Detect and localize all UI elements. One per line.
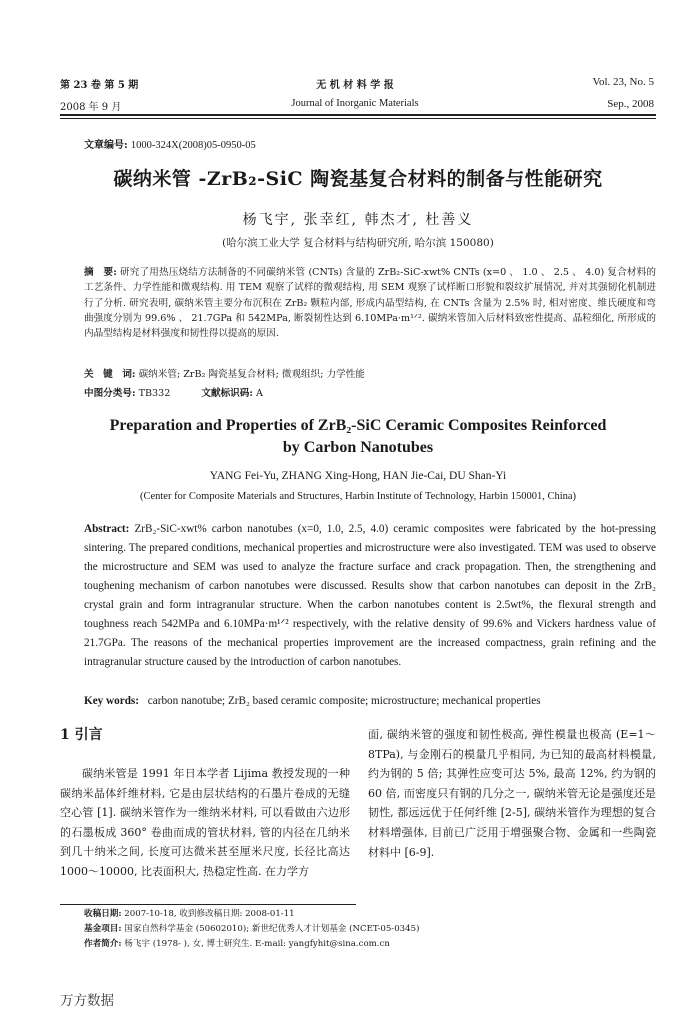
classification — [84, 386, 656, 401]
keywords-en-label: Key words: — [84, 695, 139, 707]
classification-label: 中图分类号: — [84, 388, 136, 399]
keywords-en-text: carbon nanotube; ZrB₂ based ceramic composite; microstructure; mechanical properties — [147, 695, 541, 707]
footnote-author — [84, 937, 390, 952]
title-cn: 碳纳米管 -ZrB₂-SiC 陶瓷基复合材料的制备与性能研究 — [113, 168, 603, 190]
footnote-author-text: 杨飞宇 (1978- ), 女, 博士研究生. E-mail: yangfyhit@sina.com.cn — [124, 939, 390, 949]
affiliation-en: (Center for Composite Materials and Structures, Harbin Institute of Technology, Harbin 150001, China) — [139, 491, 577, 502]
section-heading: 1 引言 — [60, 727, 103, 743]
watermark: 万方数据 — [60, 993, 114, 1009]
authors-en: YANG Fei-Yu, ZHANG Xing-Hong, HAN Jie-Cai, DU Shan-Yi — [209, 470, 507, 482]
header-volume-cn: 第 23 卷 第 5 期 — [60, 80, 139, 91]
abstract-en-text: ZrB₂-SiC-xwt% carbon nanotubes (x=0, 1.0, 2.5, 4.0) ceramic composites were fabricated by the hot-pressing sintering. The prepared conditions, mechanical properties and microstructure were also investigated. TEM was used to observe the microstructure and SEM was used to analyze the fracture surface and crack propagation. Then, the strengthening and toughening mechanism of carbon nanotubes were discussed. Results show that carbon nanotubes can deposit in the ZrB₂ crystal grain and form intragranular structure. When the carbon nanotubes content is 2.5wt%, the flexural strength and toughness reach 542MPa and 6.10MPa·m¹ᐟ² respectively, with the relative density of 99.6% and Vickers hardness value of 21.7GPa. The reasons of the mechanical properties improvement are the increased compactness, grain refining and the intragranular structure caused by the introduction of carbon nanotubes. — [84, 523, 657, 668]
header-date-cn: 2008 年 9 月 — [60, 102, 122, 113]
abstract-cn-text: 研究了用热压烧结方法制备的不同碳纳米管 (CNTs) 含量的 ZrB₂-SiC-xwt% CNTs (x=0 、 1.0 、 2.5 、 4.0) 复合材料的工艺条件、力学性能和微观结构. 用 TEM 观察了试样的微观结构, 用 SEM 观察了试样断口形貌和裂纹扩展情况, 并对其强韧化机制进行了分析. 研究表明, 碳纳米管主要分布沉积在 ZrB₂ 颗粒内部, 形成内晶型结构, 在 CNTs 含量为 2.5% 时, 相对密度、维氏硬度和弯曲强度分别为 99.6% 、 21.7GPa 和 542MPa, 断裂韧性达到 6.10MPa·m¹ᐟ². 碳纳米管加入后材料致密性提高、晶粒细化, 所形成的内晶型结构是材料强度和韧性得以提高的原因. — [84, 267, 656, 340]
abstract-en — [84, 520, 656, 672]
footnote-received-label: 收稿日期: — [84, 909, 122, 919]
keywords-en — [84, 692, 656, 711]
keywords-cn — [84, 367, 656, 382]
header-journal-en: Journal of Inorganic Materials — [291, 98, 419, 109]
footnote-rule — [60, 904, 356, 905]
header-date-en: Sep., 2008 — [607, 98, 654, 110]
header-volume-en: Vol. 23, No. 5 — [592, 76, 654, 88]
abstract-cn — [84, 265, 656, 341]
article-number-label: 文章编号: — [84, 140, 128, 151]
keywords-cn-text: 碳纳米管; ZrB₂ 陶瓷基复合材料; 微观组织; 力学性能 — [138, 369, 365, 380]
body-left-text: 碳纳米管是 1991 年日本学者 Lijima 教授发现的一种碳纳米晶体纤维材料, 它是由层状结构的石墨片卷成的无缝空心管 [1]. 碳纳米管作为一维纳米材料, 可以看做由六边形的石墨板成 360° 卷曲而成的管状材料, 管的内径在几纳米到几十纳米之间, 长度可达微米甚至厘米尺度, 长径比高达 1000～10000, 比表面积大, 热稳定性高. 在力学方 — [60, 767, 350, 878]
body-column-left — [60, 764, 350, 904]
footnote-fund-text: 国家自然科学基金 (50602010); 新世纪优秀人才计划基金 (NCET-05-0345) — [124, 924, 420, 934]
keywords-cn-label: 关 键 词: — [84, 369, 136, 380]
article-number-value: 1000-324X(2008)05-0950-05 — [130, 140, 256, 151]
footnote-received — [84, 907, 295, 922]
body-right-text: 面, 碳纳米管的强度和韧性极高, 弹性模量也极高 (E=1～8TPa), 与金刚石的模量几乎相同, 为已知的最高材料模量, 约为钢的 5 倍; 其弹性应变可达 5%, 最高 12%, 约为钢的 60 倍, 而密度只有钢的几分之一, 碳纳米管无论是强度还是韧性, 都远远优于任何纤维 [2-5], 碳纳米管作为理想的复合材料增强体, 目前已广泛用于增强聚合物、金属和一些陶瓷材料中 [6-9]. — [368, 728, 656, 859]
header-journal-cn: 无 机 材 料 学 报 — [316, 80, 394, 91]
document-code-label: 文献标识码: — [201, 388, 253, 399]
footnote-author-label: 作者简介: — [84, 939, 122, 949]
title-en: Preparation and Properties of ZrB₂-SiC Ceramic Composites Reinforced by Carbon Nanotubes — [109, 417, 607, 456]
document-code-value: A — [255, 388, 263, 399]
header-rule-bottom — [60, 118, 656, 119]
header-rule-top — [60, 114, 656, 116]
abstract-en-label: Abstract: — [84, 523, 130, 535]
body-column-right — [368, 725, 656, 885]
footnote-fund — [84, 922, 419, 937]
footnote-received-text: 2007-10-18, 收到修改稿日期: 2008-01-11 — [124, 909, 295, 919]
footnote-fund-label: 基金项目: — [84, 924, 122, 934]
classification-value: TB332 — [138, 388, 171, 399]
affiliation-cn: (哈尔滨工业大学 复合材料与结构研究所, 哈尔滨 150080) — [222, 237, 494, 249]
abstract-cn-label: 摘 要: — [84, 267, 117, 278]
article-number — [84, 136, 256, 151]
authors-cn: 杨飞宇, 张幸红, 韩杰才, 杜善义 — [242, 212, 474, 228]
